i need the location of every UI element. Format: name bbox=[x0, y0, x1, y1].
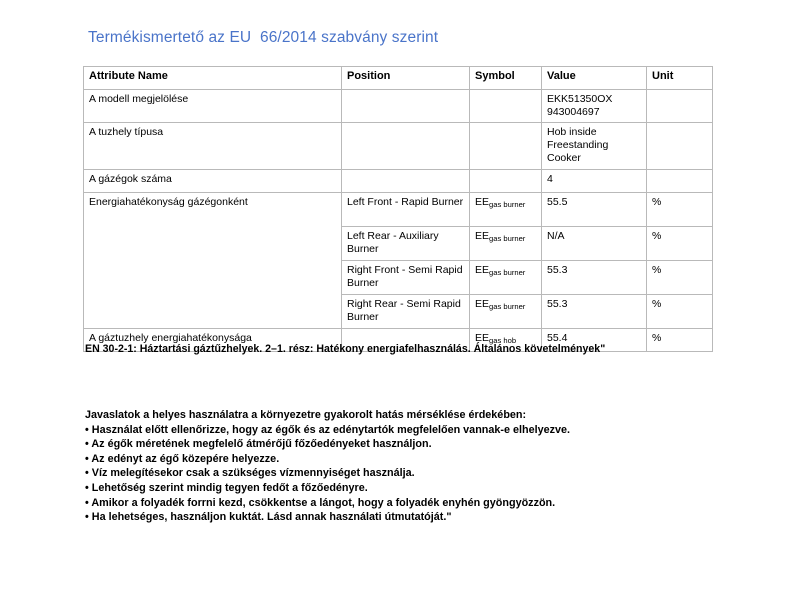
cell-position: Right Rear - Semi Rapid Burner bbox=[342, 295, 470, 329]
cell-value: 55.3 bbox=[542, 295, 647, 329]
cell-position: Left Front - Rapid Burner bbox=[342, 193, 470, 227]
table-row bbox=[84, 193, 713, 227]
cell-attribute: A gázégok száma bbox=[84, 170, 342, 193]
standard-reference-text: EN 30-2-1: Háztartási gáztűzhelyek. 2–1. rész: Hatékony energiafelhasználás. Általános követelmények" bbox=[85, 343, 606, 355]
cell-position bbox=[342, 170, 470, 193]
cell-value: N/A bbox=[542, 227, 647, 261]
cell-value: 55.4 bbox=[542, 329, 647, 352]
recommendation-item: • Ha lehetséges, használjon kuktát. Lásd annak használati útmutatóját." bbox=[85, 511, 452, 524]
symbol-subscript: gas burner bbox=[489, 302, 526, 311]
cell-symbol bbox=[470, 193, 542, 227]
cell-unit bbox=[647, 90, 713, 123]
recommendation-item: • Használat előtt ellenőrizze, hogy az égők és az edénytartók megfelelően vannak-e elhelyezve. bbox=[85, 423, 571, 436]
column-header-position: Position bbox=[342, 67, 470, 90]
symbol-subscript: gas burner bbox=[489, 268, 526, 277]
column-header-unit: Unit bbox=[647, 67, 713, 90]
table-header-row bbox=[84, 67, 713, 90]
recommendation-item: • Amikor a folyadék forrni kezd, csökkentse a lángot, hogy a folyadék enyhén gyöngyözzön. bbox=[85, 496, 556, 509]
column-header-value: Value bbox=[542, 67, 647, 90]
cell-value: 4 bbox=[542, 170, 647, 193]
cell-position: Left Rear - Auxiliary Burner bbox=[342, 227, 470, 261]
symbol-base: EE bbox=[475, 230, 490, 242]
symbol-base: EE bbox=[475, 332, 490, 344]
cell-symbol bbox=[470, 123, 542, 170]
symbol-subscript: gas burner bbox=[489, 200, 526, 209]
cell-symbol bbox=[470, 170, 542, 193]
cell-symbol bbox=[470, 261, 542, 295]
recommendation-item: • Az edényt az égő közepére helyezze. bbox=[85, 452, 280, 465]
recommendation-item: • Lehetőség szerint mindig tegyen fedőt a főzőedényre. bbox=[85, 481, 368, 494]
recommendations-heading: Javaslatok a helyes használatra a környezetre gyakorolt hatás mérséklése érdekében: bbox=[85, 409, 527, 421]
symbol-base: EE bbox=[475, 298, 490, 310]
symbol-base: EE bbox=[475, 196, 490, 208]
symbol-subscript: gas burner bbox=[489, 234, 526, 243]
recommendation-item: • Az égők méretének megfelelő átmérőjű főzőedényeket használjon. bbox=[85, 438, 432, 451]
cell-position bbox=[342, 123, 470, 170]
column-header-symbol: Symbol bbox=[470, 67, 542, 90]
page-title: Termékismertető az EU 66/2014 szabvány szerint bbox=[88, 29, 439, 46]
cell-value: EKK51350OX 943004697 bbox=[542, 90, 647, 123]
cell-symbol bbox=[470, 227, 542, 261]
usage-recommendations-block bbox=[85, 408, 570, 525]
cell-position bbox=[342, 90, 470, 123]
cell-value: 55.5 bbox=[542, 193, 647, 227]
cell-unit: % bbox=[647, 227, 713, 261]
cell-attribute: A tuzhely típusa bbox=[84, 123, 342, 170]
cell-symbol bbox=[470, 90, 542, 123]
symbol-base: EE bbox=[475, 264, 490, 276]
cell-position: Right Front - Semi Rapid Burner bbox=[342, 261, 470, 295]
cell-attribute: A modell megjelölése bbox=[84, 90, 342, 123]
cell-unit: % bbox=[647, 295, 713, 329]
cell-unit: % bbox=[647, 329, 713, 352]
cell-unit: % bbox=[647, 261, 713, 295]
table-row bbox=[84, 123, 713, 170]
cell-value: Hob inside Freestanding Cooker bbox=[542, 123, 647, 170]
table-row bbox=[84, 90, 713, 123]
cell-symbol bbox=[470, 295, 542, 329]
cell-unit bbox=[647, 123, 713, 170]
product-specification-table bbox=[83, 66, 713, 352]
table-row bbox=[84, 170, 713, 193]
cell-unit: % bbox=[647, 193, 713, 227]
cell-attribute: A gáztuzhely energiahatékonysága bbox=[84, 329, 342, 352]
cell-unit bbox=[647, 170, 713, 193]
recommendation-item: • Víz melegítésekor csak a szükséges vízmennyiséget használja. bbox=[85, 467, 415, 480]
column-header-attribute-name: Attribute Name bbox=[84, 67, 342, 90]
symbol-subscript: gas hob bbox=[489, 336, 517, 345]
cell-attribute: Energiahatékonyság gázégonként bbox=[84, 193, 342, 329]
cell-value: 55.3 bbox=[542, 261, 647, 295]
